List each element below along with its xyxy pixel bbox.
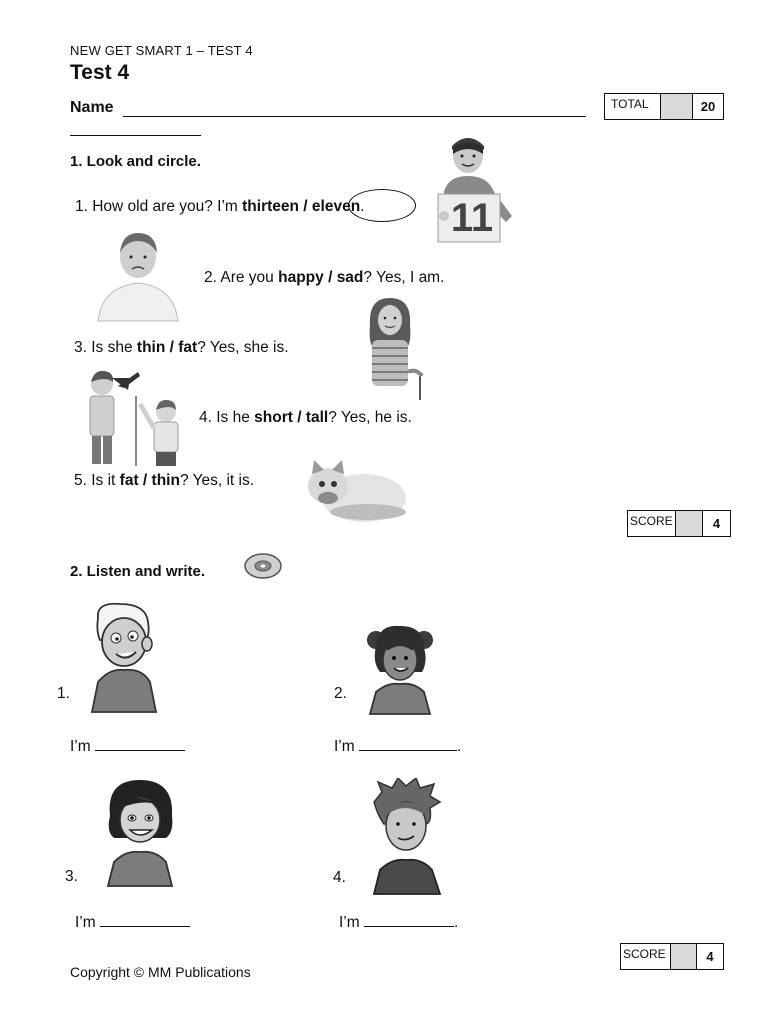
option-happy[interactable]: happy bbox=[278, 269, 324, 286]
kid-3-sentence bbox=[75, 913, 190, 932]
sad-child-picture bbox=[90, 227, 182, 323]
kid-2-tail: . bbox=[456, 738, 462, 755]
kid-4-answer-line[interactable] bbox=[364, 913, 454, 927]
question-5 bbox=[74, 472, 254, 490]
section1-score-field[interactable] bbox=[676, 511, 703, 536]
name-label: Name bbox=[70, 99, 114, 116]
kid-4-picture bbox=[368, 778, 448, 896]
score-label: SCORE bbox=[621, 944, 671, 969]
cd-icon bbox=[243, 551, 283, 581]
option-fat[interactable]: fat bbox=[178, 339, 198, 356]
thin-girl-picture bbox=[352, 296, 430, 400]
option-fat[interactable]: fat bbox=[119, 472, 139, 489]
fat-cat-picture bbox=[298, 452, 410, 526]
section2-score-field[interactable] bbox=[671, 944, 697, 969]
total-score-field[interactable] bbox=[661, 94, 693, 119]
question-5-tail: ? Yes, it is. bbox=[179, 472, 255, 489]
test-title: Test 4 bbox=[70, 61, 130, 84]
kid-2-answer-line[interactable] bbox=[359, 737, 457, 751]
kid-4-sentence bbox=[339, 913, 458, 932]
kid-3-number: 3. bbox=[65, 868, 78, 885]
total-label: TOTAL bbox=[605, 94, 661, 119]
kid-1-prompt: I’m bbox=[70, 738, 91, 755]
section2-score-max: 4 bbox=[706, 949, 714, 964]
option-thirteen[interactable]: thirteen bbox=[242, 198, 299, 215]
kid-2-picture bbox=[362, 622, 438, 716]
question-1 bbox=[75, 198, 364, 216]
kid-3-prompt: I’m bbox=[75, 914, 96, 931]
question-2 bbox=[204, 269, 444, 287]
section1-score-box bbox=[627, 510, 731, 537]
option-separator: / bbox=[138, 472, 152, 489]
option-separator: / bbox=[298, 198, 312, 215]
kid-1-number: 1. bbox=[57, 685, 70, 702]
question-3-text: 3. Is she bbox=[74, 339, 137, 356]
section1-title: 1. Look and circle. bbox=[70, 153, 201, 170]
option-separator: / bbox=[165, 339, 179, 356]
option-short[interactable]: short bbox=[254, 409, 293, 426]
kid-3-picture bbox=[102, 776, 178, 888]
option-eleven[interactable]: eleven bbox=[311, 198, 361, 215]
question-2-text: 2. Are you bbox=[204, 269, 279, 286]
question-3-tail: ? Yes, she is. bbox=[197, 339, 289, 356]
card-number: 11 bbox=[450, 196, 494, 240]
question-1-tail: . bbox=[360, 198, 365, 215]
name-line-continuation[interactable] bbox=[70, 135, 201, 136]
question-4-tail: ? Yes, he is. bbox=[328, 409, 412, 426]
answer-circle bbox=[348, 189, 416, 222]
question-5-text: 5. Is it bbox=[74, 472, 120, 489]
kid-3-answer-line[interactable] bbox=[100, 913, 190, 927]
score-label: SCORE bbox=[628, 511, 676, 536]
kid-2-number: 2. bbox=[334, 685, 347, 702]
section1-score-max: 4 bbox=[712, 516, 721, 531]
kid-4-number: 4. bbox=[333, 869, 346, 886]
tall-and-short-boys-picture bbox=[84, 364, 188, 468]
copyright-footer: Copyright © MM Publications bbox=[70, 964, 251, 980]
kid-2-sentence bbox=[334, 737, 461, 756]
kid-1-answer-line[interactable] bbox=[95, 737, 185, 751]
total-score-box bbox=[604, 93, 724, 120]
question-1-text: 1. How old are you? I’m bbox=[75, 198, 243, 215]
name-line[interactable] bbox=[123, 116, 586, 117]
series-header: NEW GET SMART 1 – TEST 4 bbox=[70, 43, 253, 58]
option-thin[interactable]: thin bbox=[151, 472, 180, 489]
boy-with-card-picture bbox=[430, 136, 525, 248]
option-separator: / bbox=[323, 269, 337, 286]
option-separator: / bbox=[292, 409, 306, 426]
section2-score-box bbox=[620, 943, 724, 970]
kid-1-sentence bbox=[70, 737, 185, 756]
kid-4-tail: . bbox=[453, 914, 459, 931]
question-2-tail: ? Yes, I am. bbox=[363, 269, 445, 286]
question-4-text: 4. Is he bbox=[199, 409, 255, 426]
total-max: 20 bbox=[700, 99, 716, 114]
kid-2-prompt: I’m bbox=[334, 738, 355, 755]
question-4 bbox=[199, 409, 412, 427]
kid-4-prompt: I’m bbox=[339, 914, 360, 931]
question-3 bbox=[74, 339, 289, 357]
option-tall[interactable]: tall bbox=[305, 409, 329, 426]
section2-title: 2. Listen and write. bbox=[70, 563, 206, 580]
kid-1-picture bbox=[86, 600, 162, 714]
option-sad[interactable]: sad bbox=[336, 269, 364, 286]
option-thin[interactable]: thin bbox=[136, 339, 166, 356]
